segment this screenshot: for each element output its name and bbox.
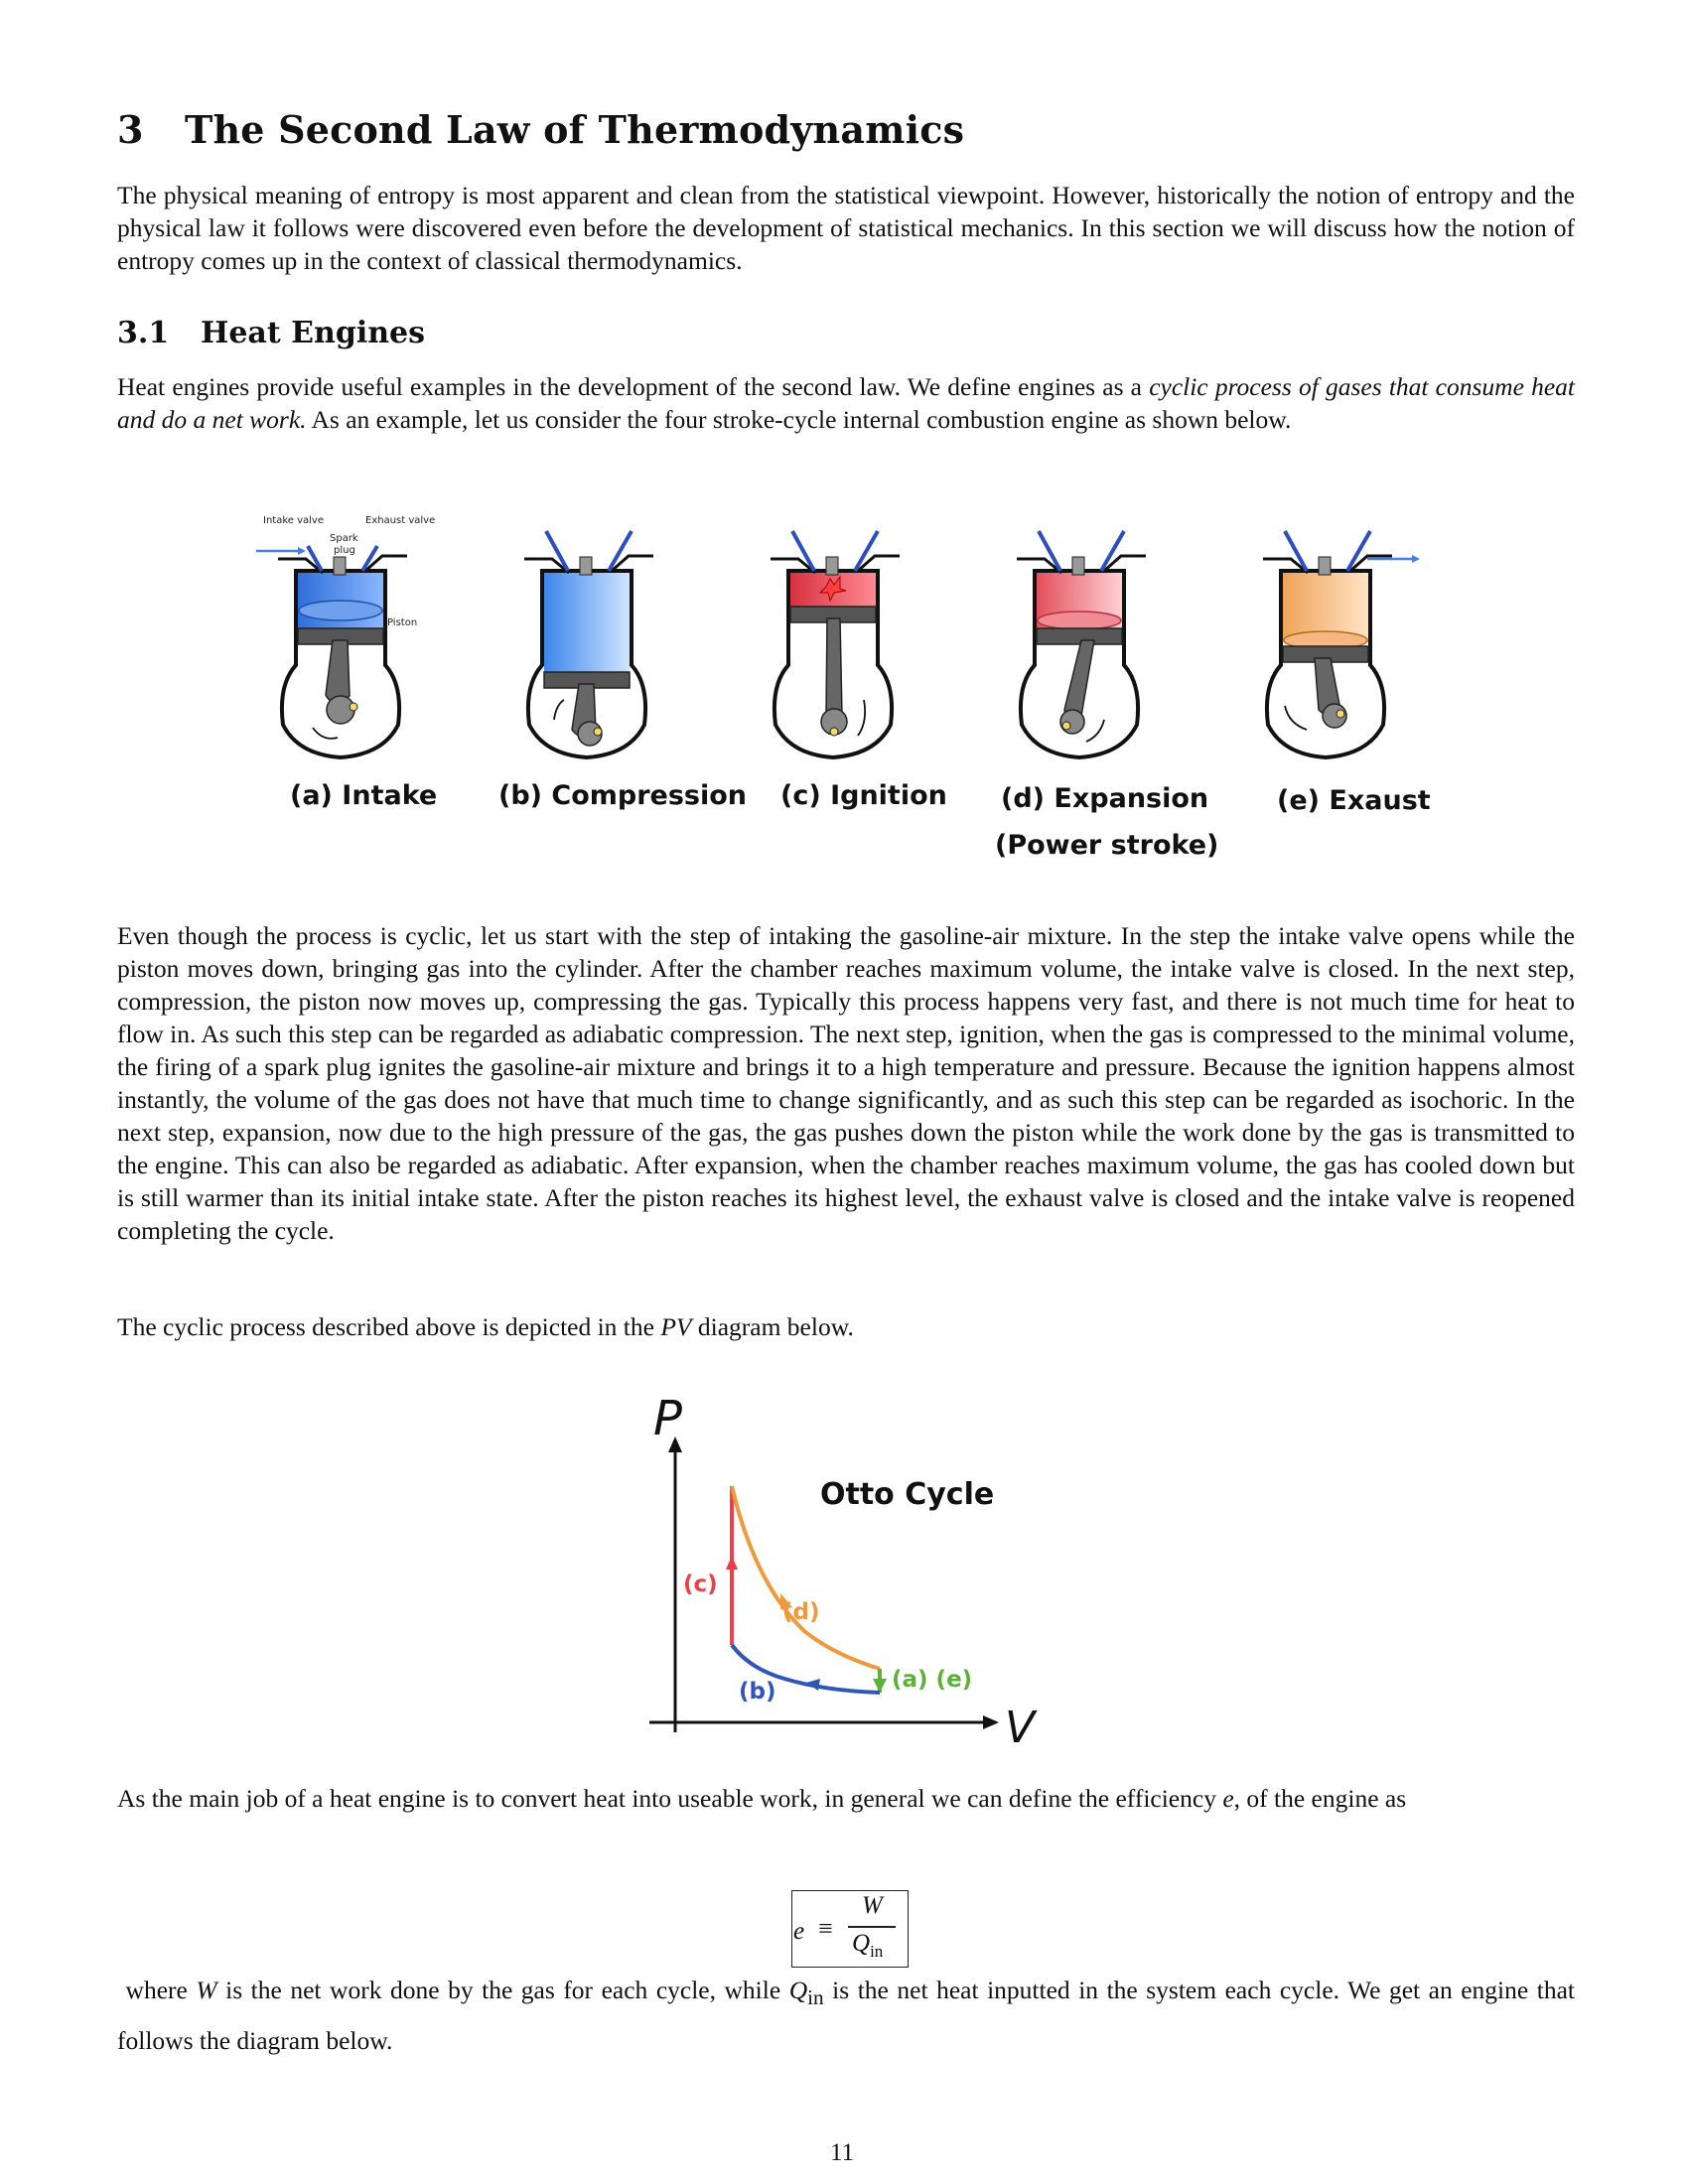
section-number: 3: [117, 107, 144, 152]
equation-relation: ≡: [818, 1914, 833, 1943]
stage-e-label: (e) Exaust: [1277, 785, 1431, 816]
where-text-1: where: [125, 1976, 197, 2004]
intro-paragraph: The physical meaning of entropy is most apparent and clean from the statistical viewpoint. However, historically the notion of entropy and the physical law it follows were discovered even before the development of statistical mechanics. In this section we will discuss how the notion of entropy comes up in the context of classical thermodynamics.: [117, 181, 1575, 275]
pv-intro-paragraph: [117, 1310, 1575, 1343]
spark-label: Spark: [330, 533, 358, 544]
equation-denominator: [852, 1930, 883, 1962]
engine-stage-intake: [256, 546, 407, 757]
process-paragraph: Even though the process is cyclic, let us start with the step of intaking the gasoline-air mixture. In the step the intake valve opens while the piston moves down, bringing gas into the cylinder. After the chamber reaches maximum volume, the intake valve is closed. In the next step, compression, the piston now moves up, compressing the gas. Typically this process happens very fast, and there is not much time for heat to flow in. As such this step can be regarded as adiabatic compression. The next step, ignition, when the gas is compressed to the minimal volume, the firing of a spark plug ignites the gasoline-air mixture and brings it to a high temperature and pressure. Because the ignition happens almost instantly, the volume of the gas does not have that much time to change significantly, and as such this step can be regarded as isochoric. In the next step, expansion, now due to the high pressure of the gas, the gas pushes down the piston while the work done by the gas is transmitted to the engine. This can also be regarded as adiabatic. After expansion, when the chamber reaches maximum volume, the gas has cooled down but is still warmer than its initial intake state. After the piston reaches its highest level, the exhaust valve is closed and the intake valve is reopened completing the cycle.: [117, 921, 1575, 1245]
efficiency-equation-box: [791, 1890, 909, 1968]
plug-label: plug: [334, 545, 355, 556]
engine-stage-exhaust: [1263, 531, 1420, 757]
heat-engines-text-1: Heat engines provide useful examples in the development of the second law. We define engines as a: [117, 372, 1150, 401]
stage-b-label: (b) Compression: [498, 780, 748, 811]
heat-symbol-subscript: in: [807, 1985, 824, 2010]
equation-fraction-bar: [848, 1926, 896, 1928]
curve-c-arrow: [726, 1556, 738, 1570]
efficiency-text-1: As the main job of a heat engine is to convert heat into useable work, in general we can define the efficiency: [117, 1784, 1223, 1813]
engine-stage-expansion: [1017, 531, 1146, 757]
heat-engines-text-2: As an example, let us consider the four stroke-cycle internal combustion engine as shown below.: [306, 405, 1292, 434]
equation-denominator-subscript: in: [870, 1942, 884, 1961]
label-ae: (a) (e): [892, 1667, 973, 1693]
equation-denominator-symbol: Q: [852, 1930, 871, 1957]
heat-symbol: Q: [788, 1976, 808, 2004]
section-heading: [117, 107, 964, 152]
exhaust-valve-label: Exhaust valve: [365, 515, 436, 526]
engine-stage-compression: [524, 531, 653, 757]
pv-title: Otto Cycle: [820, 1477, 995, 1512]
efficiency-text-2: , of the engine as: [1233, 1784, 1407, 1813]
stage-d-label: (d) Expansion: [1001, 783, 1209, 814]
curve-d: [732, 1486, 880, 1669]
where-paragraph: [117, 1969, 1575, 2063]
label-b: (b): [739, 1679, 776, 1705]
pv-intro-text-2: diagram below.: [691, 1312, 854, 1341]
engine-stroke-figure: [238, 511, 1450, 869]
pv-diagram: [635, 1395, 1053, 1762]
equation-lhs: e: [793, 1918, 805, 1945]
label-c: (c): [683, 1571, 718, 1597]
subsection-heading: [117, 316, 425, 350]
intake-valve-label: Intake valve: [263, 515, 324, 526]
page-number: 11: [830, 2139, 855, 2166]
subsection-title: Heat Engines: [201, 316, 426, 350]
stage-c-label: (c) Ignition: [780, 780, 947, 811]
efficiency-symbol: e: [1222, 1784, 1234, 1813]
piston-label: Piston: [387, 617, 418, 628]
where-text-2: is the net work done by the gas for each cycle, while: [216, 1976, 789, 2004]
efficiency-paragraph: [117, 1782, 1575, 1815]
work-symbol: W: [196, 1976, 217, 2004]
p-axis-label: P: [653, 1395, 682, 1446]
v-axis-label: V: [1005, 1703, 1036, 1753]
equation-numerator: W: [862, 1892, 883, 1919]
where-text-3: is the net heat inputted in the system each cycle. We get an engine that follows the diagram below.: [117, 1976, 1575, 2056]
label-d: (d): [782, 1599, 820, 1625]
section-title: The Second Law of Thermodynamics: [185, 107, 965, 152]
pv-intro-text-1: The cyclic process described above is depicted in the: [117, 1312, 661, 1341]
engine-definition: cyclic process of gases that consume heat and do a net work.: [117, 372, 1576, 434]
subsection-number: 3.1: [117, 316, 170, 350]
stage-a-label: (a) Intake: [290, 780, 438, 811]
engine-stage-ignition: [771, 531, 900, 757]
pv-symbol: PV: [660, 1312, 692, 1341]
heat-engines-paragraph: [117, 370, 1575, 436]
v-axis-arrow: [983, 1715, 999, 1729]
stage-d-label-2: (Power stroke): [995, 830, 1219, 861]
